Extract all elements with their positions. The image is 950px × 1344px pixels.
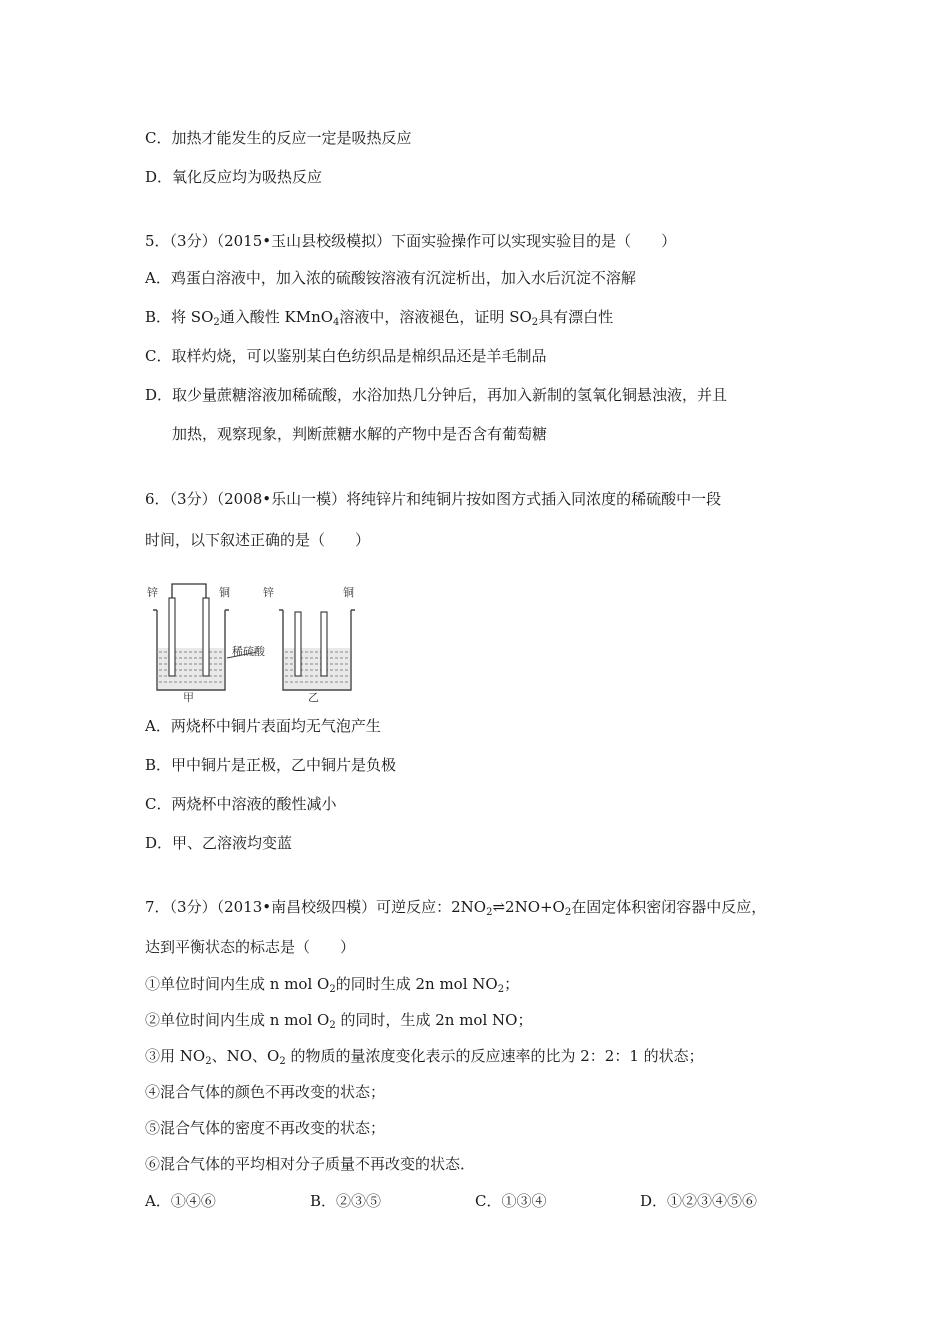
label-yi: 乙 bbox=[308, 691, 319, 704]
question-7-options bbox=[145, 1191, 845, 1211]
label-zn-left: 锌 bbox=[147, 586, 158, 599]
option-5d-line2: 加热，观察现象，判断蔗糖水解的产物中是否含有葡萄糖 bbox=[172, 425, 548, 443]
subscript: 2 bbox=[497, 984, 505, 995]
statement-2 bbox=[145, 1010, 532, 1030]
option-5a: A．鸡蛋白溶液中，加入浓的硫酸铵溶液有沉淀析出，加入水后沉淀不溶解 bbox=[145, 269, 636, 287]
statement-1-part3: ； bbox=[504, 975, 520, 993]
statement-1-part1: ①单位时间内生成 n mol O bbox=[145, 975, 330, 993]
statement-3-part2: 、NO、O bbox=[211, 1047, 280, 1065]
option-5d-line1: D．取少量蔗糖溶液加稀硫酸，水浴加热几分钟后，再加入新制的氢氧化铜悬浊液，并且 bbox=[145, 386, 728, 404]
option-5b-part3: 溶液中，溶液褪色，证明 SO bbox=[339, 308, 532, 326]
question-6-stem-line1: 6．（3分）（2008•乐山一模）将纯锌片和纯铜片按如图方式插入同浓度的稀硫酸中一段 bbox=[145, 490, 722, 508]
option-4d: D．氧化反应均为吸热反应 bbox=[145, 168, 323, 186]
subscript: 2 bbox=[329, 984, 336, 995]
statement-1 bbox=[145, 974, 519, 994]
option-5c: C．取样灼烧，可以鉴别某白色纺织品是棉织品还是羊毛制品 bbox=[145, 347, 547, 365]
beaker-yi bbox=[279, 610, 355, 690]
subscript: 2 bbox=[213, 317, 220, 328]
subscript: 2 bbox=[531, 317, 539, 328]
option-7c: C．①③④ bbox=[475, 1192, 547, 1210]
beaker-jia bbox=[153, 584, 229, 690]
option-5b-part4: 具有漂白性 bbox=[538, 308, 614, 326]
question-5-stem: 5．（3分）（2015•玉山县校级模拟）下面实验操作可以实现实验目的是（ ） bbox=[145, 232, 677, 250]
statement-6: ⑥混合气体的平均相对分子质量不再改变的状态． bbox=[145, 1155, 476, 1173]
option-6b: B．甲中铜片是正极，乙中铜片是负极 bbox=[145, 756, 397, 774]
question-7-stem-line1 bbox=[145, 897, 766, 917]
option-6c: C．两烧杯中溶液的酸性减小 bbox=[145, 795, 337, 813]
subscript: 2 bbox=[205, 1056, 212, 1067]
statement-5: ⑤混合气体的密度不再改变的状态； bbox=[145, 1119, 386, 1137]
galvanic-cell-figure bbox=[145, 582, 365, 706]
subscript: 4 bbox=[333, 317, 340, 328]
q7-part2: ⇌2NO+O bbox=[492, 898, 565, 916]
q7-part1: 7．（3分）（2013•南昌校级四模）可逆反应：2NO bbox=[145, 898, 487, 916]
question-7-stem-line2: 达到平衡状态的标志是（ ） bbox=[145, 938, 356, 956]
option-6d: D．甲、乙溶液均变蓝 bbox=[145, 834, 293, 852]
statement-3 bbox=[145, 1046, 704, 1066]
label-zn-right: 锌 bbox=[263, 586, 274, 599]
label-dilute-sulfuric-acid: 稀硫酸 bbox=[232, 645, 265, 658]
subscript: 2 bbox=[564, 907, 572, 918]
question-6-stem-line2: 时间，以下叙述正确的是（ ） bbox=[145, 531, 371, 549]
statement-4: ④混合气体的颜色不再改变的状态； bbox=[145, 1083, 386, 1101]
option-7d: D．①②③④⑤⑥ bbox=[640, 1192, 758, 1210]
label-cu-right: 铜 bbox=[343, 586, 354, 599]
option-7b: B．②③⑤ bbox=[310, 1192, 382, 1210]
option-5b-part1: B．将 SO bbox=[145, 308, 214, 326]
option-5b-part2: 通入酸性 KMnO bbox=[219, 308, 334, 326]
option-4c: C．加热才能发生的反应一定是吸热反应 bbox=[145, 129, 412, 147]
subscript: 2 bbox=[279, 1056, 286, 1067]
label-cu-left: 铜 bbox=[219, 586, 230, 599]
statement-2-part2: 的同时，生成 2n mol NO； bbox=[335, 1011, 533, 1029]
option-6a: A．两烧杯中铜片表面均无气泡产生 bbox=[145, 717, 381, 735]
subscript: 2 bbox=[329, 1020, 336, 1031]
statement-2-part1: ②单位时间内生成 n mol O bbox=[145, 1011, 330, 1029]
option-7a: A．①④⑥ bbox=[145, 1192, 216, 1210]
label-jia: 甲 bbox=[183, 691, 194, 704]
statement-3-part3: 的物质的量浓度变化表示的反应速率的比为 2：2：1 的状态； bbox=[285, 1047, 704, 1065]
statement-3-part1: ③用 NO bbox=[145, 1047, 206, 1065]
subscript: 2 bbox=[486, 907, 493, 918]
statement-1-part2: 的同时生成 2n mol NO bbox=[335, 975, 498, 993]
option-5b bbox=[145, 307, 613, 327]
q7-part3: 在固定体积密闭容器中反应， bbox=[571, 898, 767, 916]
